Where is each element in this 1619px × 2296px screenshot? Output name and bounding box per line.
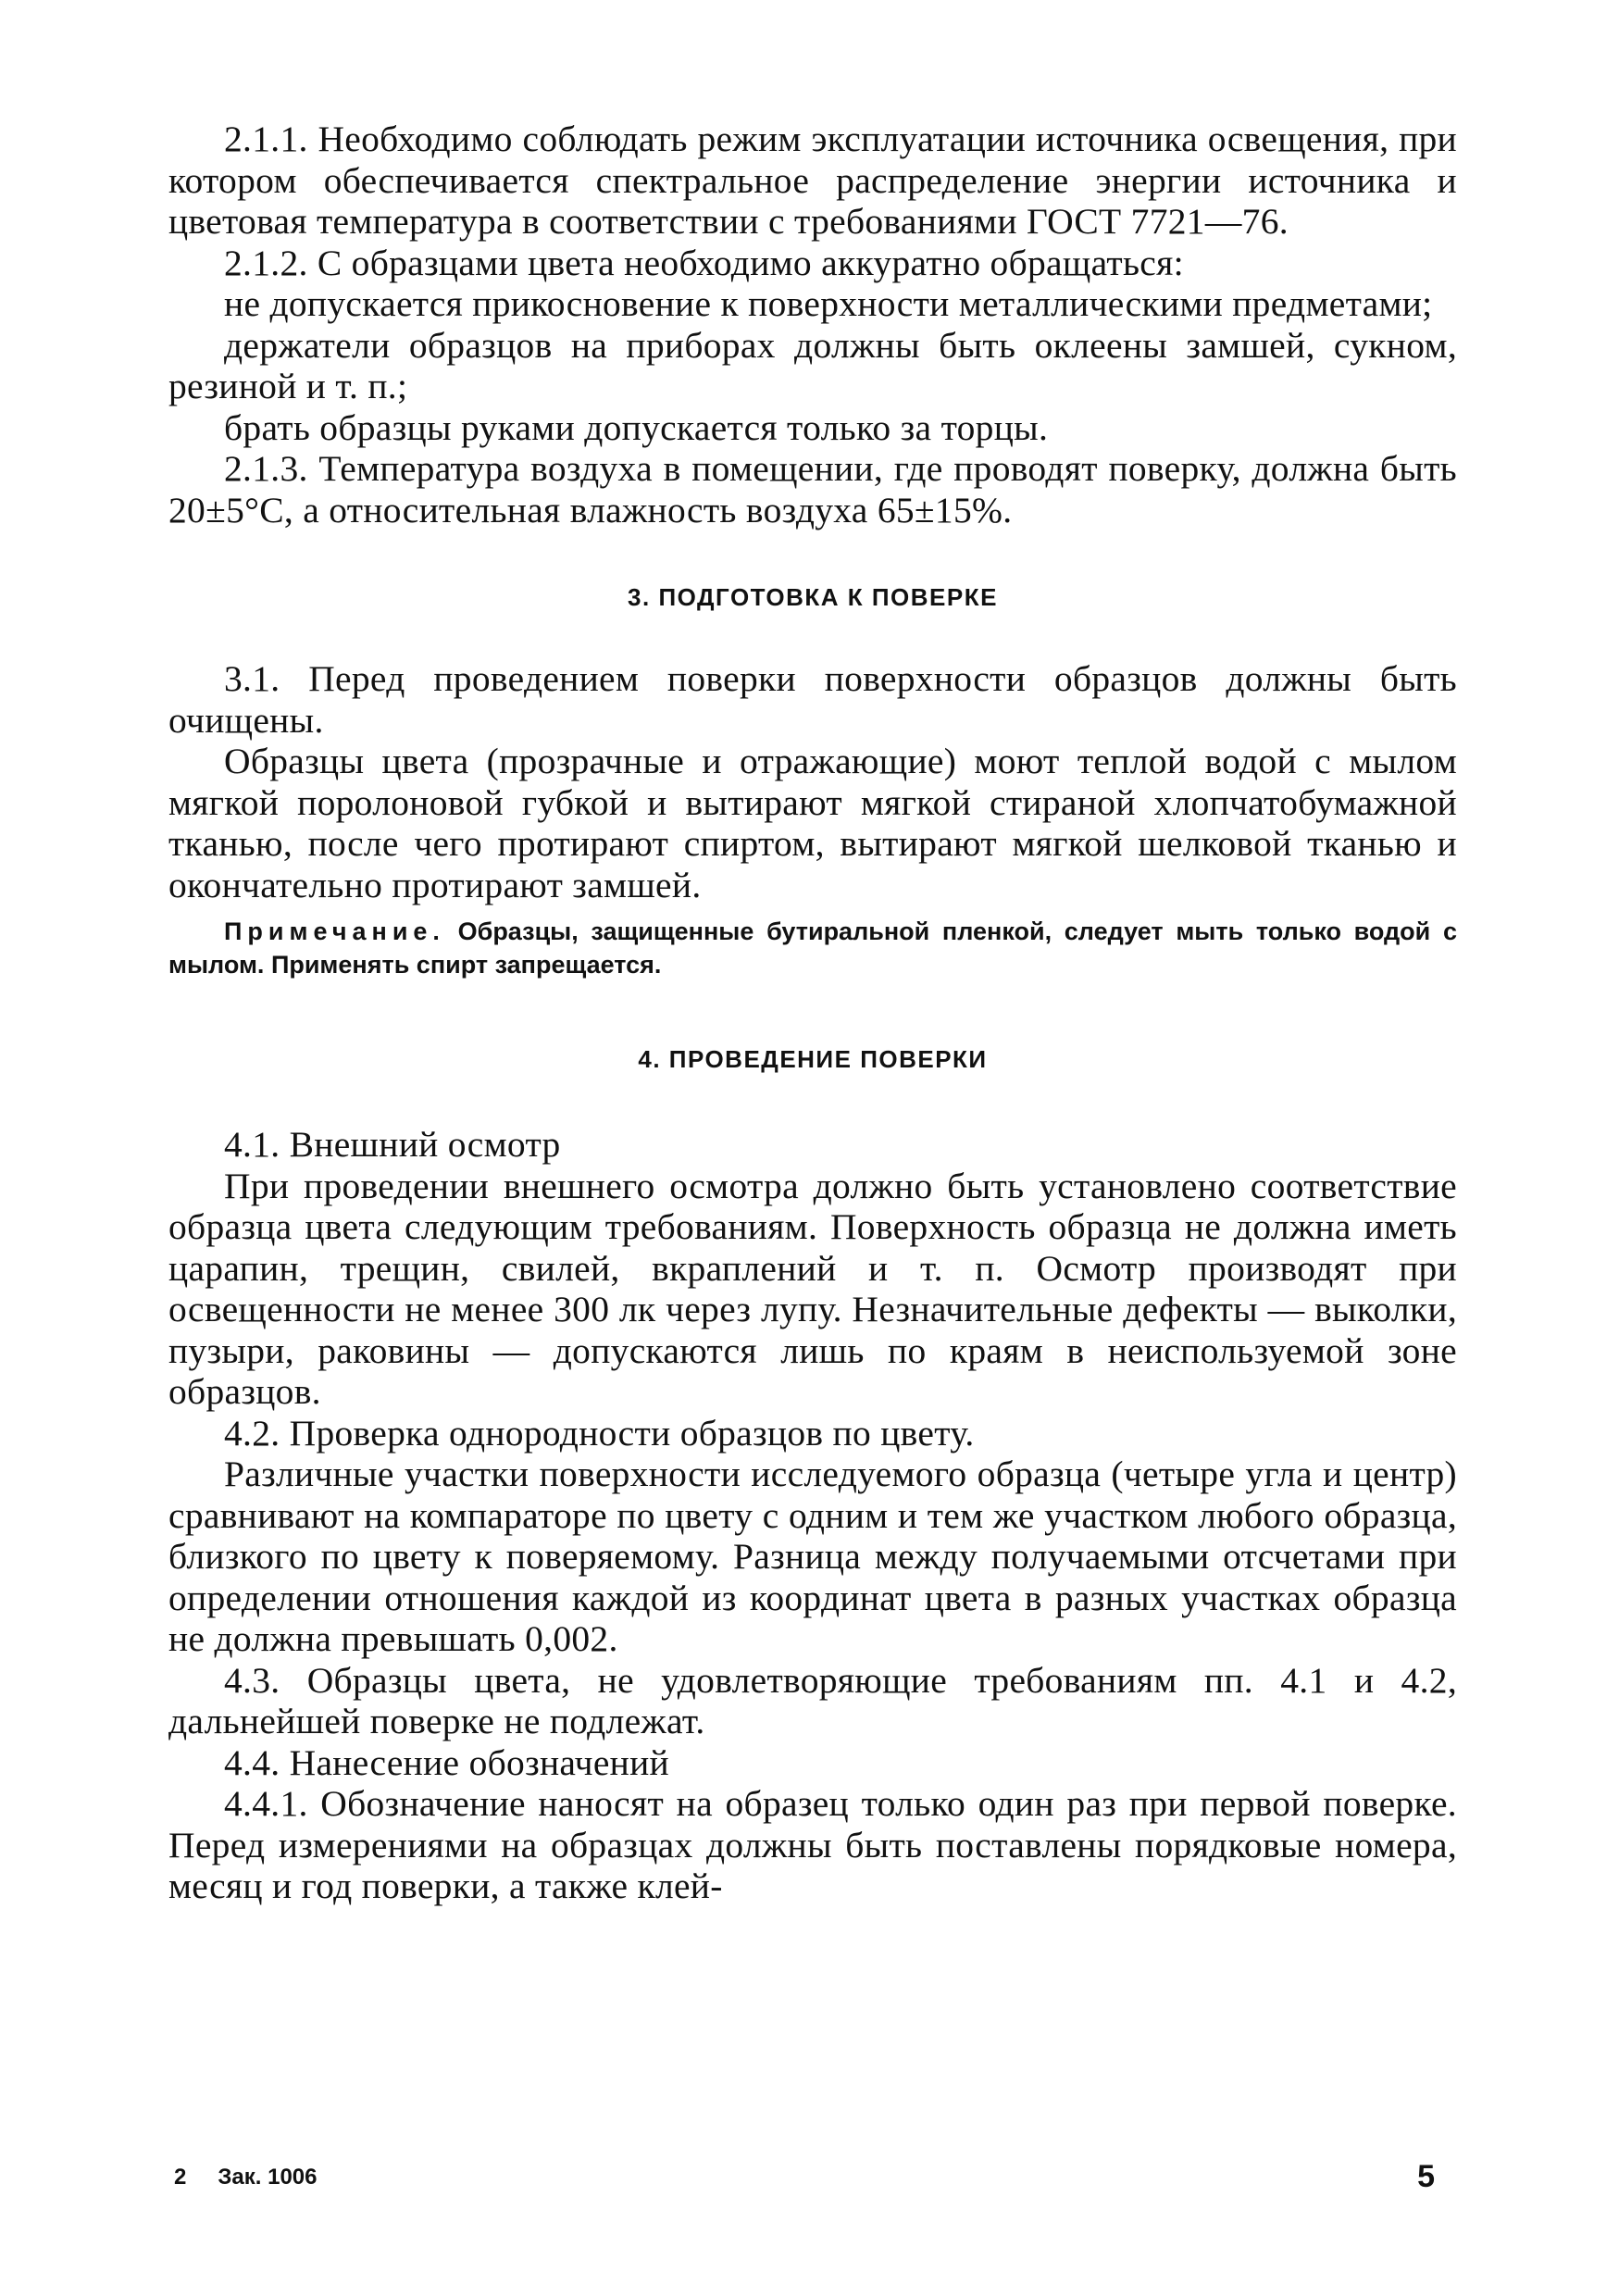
paragraph-2-1-2-item-1: не допускается прикосновение к поверхности металлическими предметами; <box>224 283 1433 324</box>
note-text: Образцы, защищенные бутиральной пленкой, следует мыть только водой с мылом. Применять спирт запрещается. <box>168 917 1457 979</box>
paragraph-3-1-cleaning: Образцы цвета (прозрачные и отражающие) моют теплой водой с мылом мягкой поролоновой губкой и вытирают мягкой стираной хлопчатобумажной тканью, после чего протирают спиртом, вытирают мягкой шелковой тканью и окончательно протирают замшей. <box>168 741 1457 905</box>
page-content <box>168 119 1457 1907</box>
paragraph-4-3: 4.3. Образцы цвета, не удовлетворяющие требованиям пп. 4.1 и 4.2, дальнейшей поверке не подлежат. <box>168 1659 1457 1741</box>
section-3-heading: 3. ПОДГОТОВКА К ПОВЕРКЕ <box>628 583 998 611</box>
paragraph-2-1-2: 2.1.2. С образцами цвета необходимо аккуратно обращаться: <box>224 242 1184 283</box>
paragraph-4-1: 4.1. Внешний осмотр <box>224 1124 561 1165</box>
section-4-heading: 4. ПРОВЕДЕНИЕ ПОВЕРКИ <box>638 1045 988 1073</box>
paragraph-2-1-2-item-2: держатели образцов на приборах должны быть оклеены замшей, сукном, резиной и т. п.; <box>168 324 1457 406</box>
note <box>168 915 1457 981</box>
footer-left <box>174 2165 317 2190</box>
page-number: 5 <box>1417 2159 1435 2194</box>
note-label: Примечание. <box>224 917 445 945</box>
paragraph-4-1-text: При проведении внешнего осмотра должно быть установлено соответствие образца цвета следующим требованиям. Поверхность образца не должна иметь царапин, трещин, свилей, вкраплений и т. п. Осмотр производят при освещенности не менее 300 лк через лупу. Незначительные дефекты — выколки, пузыри, раковины — допускаются лишь по краям в неиспользуемой зоне образцов. <box>168 1165 1457 1412</box>
paragraph-4-2-text: Различные участки поверхности исследуемого образца (четыре угла и центр) сравнивают на компараторе по цвету с одним и тем же участком любого образца, близкого по цвету к поверяемому. Разница между получаемыми отсчетами при определении отношения каждой из координат цвета в разных участках образца не должна превышать 0,002. <box>168 1454 1457 1659</box>
paragraph-4-4-1: 4.4.1. Обозначение наносят на образец только один раз при первой поверке. Перед измерениями на образцах должны быть поставлены порядковые номера, месяц и год поверки, а также клей- <box>168 1783 1457 1906</box>
paragraph-2-1-2-item-3: брать образцы руками допускается только за торцы. <box>224 406 1049 448</box>
paragraph-3-1: 3.1. Перед проведением поверки поверхности образцов должны быть очищены. <box>168 658 1457 741</box>
paragraph-2-1-3: 2.1.3. Температура воздуха в помещении, где проводят поверку, должна быть 20±5°С, а относительная влажность воздуха 65±15%. <box>168 448 1457 530</box>
footer-sheet: 2 <box>174 2165 187 2190</box>
footer-order: Зак. 1006 <box>218 2165 318 2190</box>
paragraph-2-1-1: 2.1.1. Необходимо соблюдать режим эксплуатации источника освещения, при котором обеспечивается спектральное распределение энергии источника и цветовая температура в соответствии с требованиями ГОСТ 7721—76. <box>168 119 1457 242</box>
paragraph-4-2: 4.2. Проверка однородности образцов по цвету. <box>224 1412 975 1454</box>
paragraph-4-4: 4.4. Нанесение обозначений <box>224 1741 669 1783</box>
